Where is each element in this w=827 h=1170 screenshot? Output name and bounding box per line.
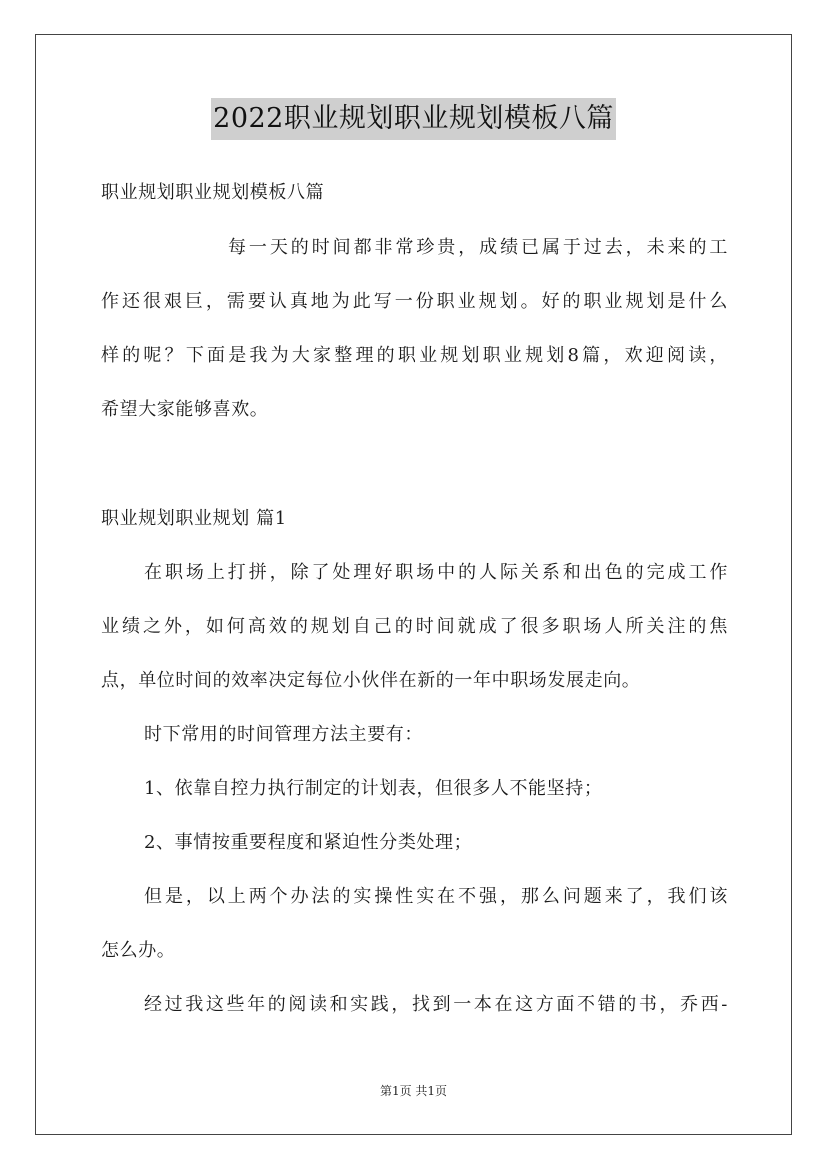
document-title: 2022职业规划职业规划模板八篇 <box>211 98 616 140</box>
page-number-label: 第1页 共1页 <box>379 1084 448 1098</box>
body-line: 经过我这些年的阅读和实践，找到一本在这方面不错的书，乔西- <box>144 994 728 1015</box>
body-line: 时下常用的时间管理方法主要有： <box>144 724 423 745</box>
intro-line: 希望大家能够喜欢。 <box>101 399 269 420</box>
body-line: 怎么办。 <box>101 940 176 961</box>
intro-line: 作还很艰巨，需要认真地为此写一份职业规划。好的职业规划是什么 <box>101 291 728 312</box>
intro-line: 每一天的时间都非常珍贵，成绩已属于过去，未来的工 <box>228 237 728 258</box>
body-line: 在职场上打拼，除了处理好职场中的人际关系和出色的完成工作 <box>144 562 728 583</box>
section-heading: 职业规划职业规划 篇1 <box>101 508 287 529</box>
body-line: 2、事情按重要程度和紧迫性分类处理； <box>144 832 473 853</box>
page-footer <box>0 1083 827 1099</box>
body-line: 但是，以上两个办法的实操性实在不强，那么问题来了，我们该 <box>144 886 728 907</box>
body-line: 点，单位时间的效率决定每位小伙伴在新的一年中职场发展走向。 <box>101 670 641 691</box>
intro-line: 样的呢？下面是我为大家整理的职业规划职业规划8篇，欢迎阅读， <box>101 345 728 366</box>
body-line: 业绩之外，如何高效的规划自己的时间就成了很多职场人所关注的焦 <box>101 616 728 637</box>
body-line: 1、依靠自控力执行制定的计划表，但很多人不能坚持； <box>144 778 603 799</box>
document-subtitle: 职业规划职业规划模板八篇 <box>101 182 325 203</box>
title-container <box>0 98 827 140</box>
